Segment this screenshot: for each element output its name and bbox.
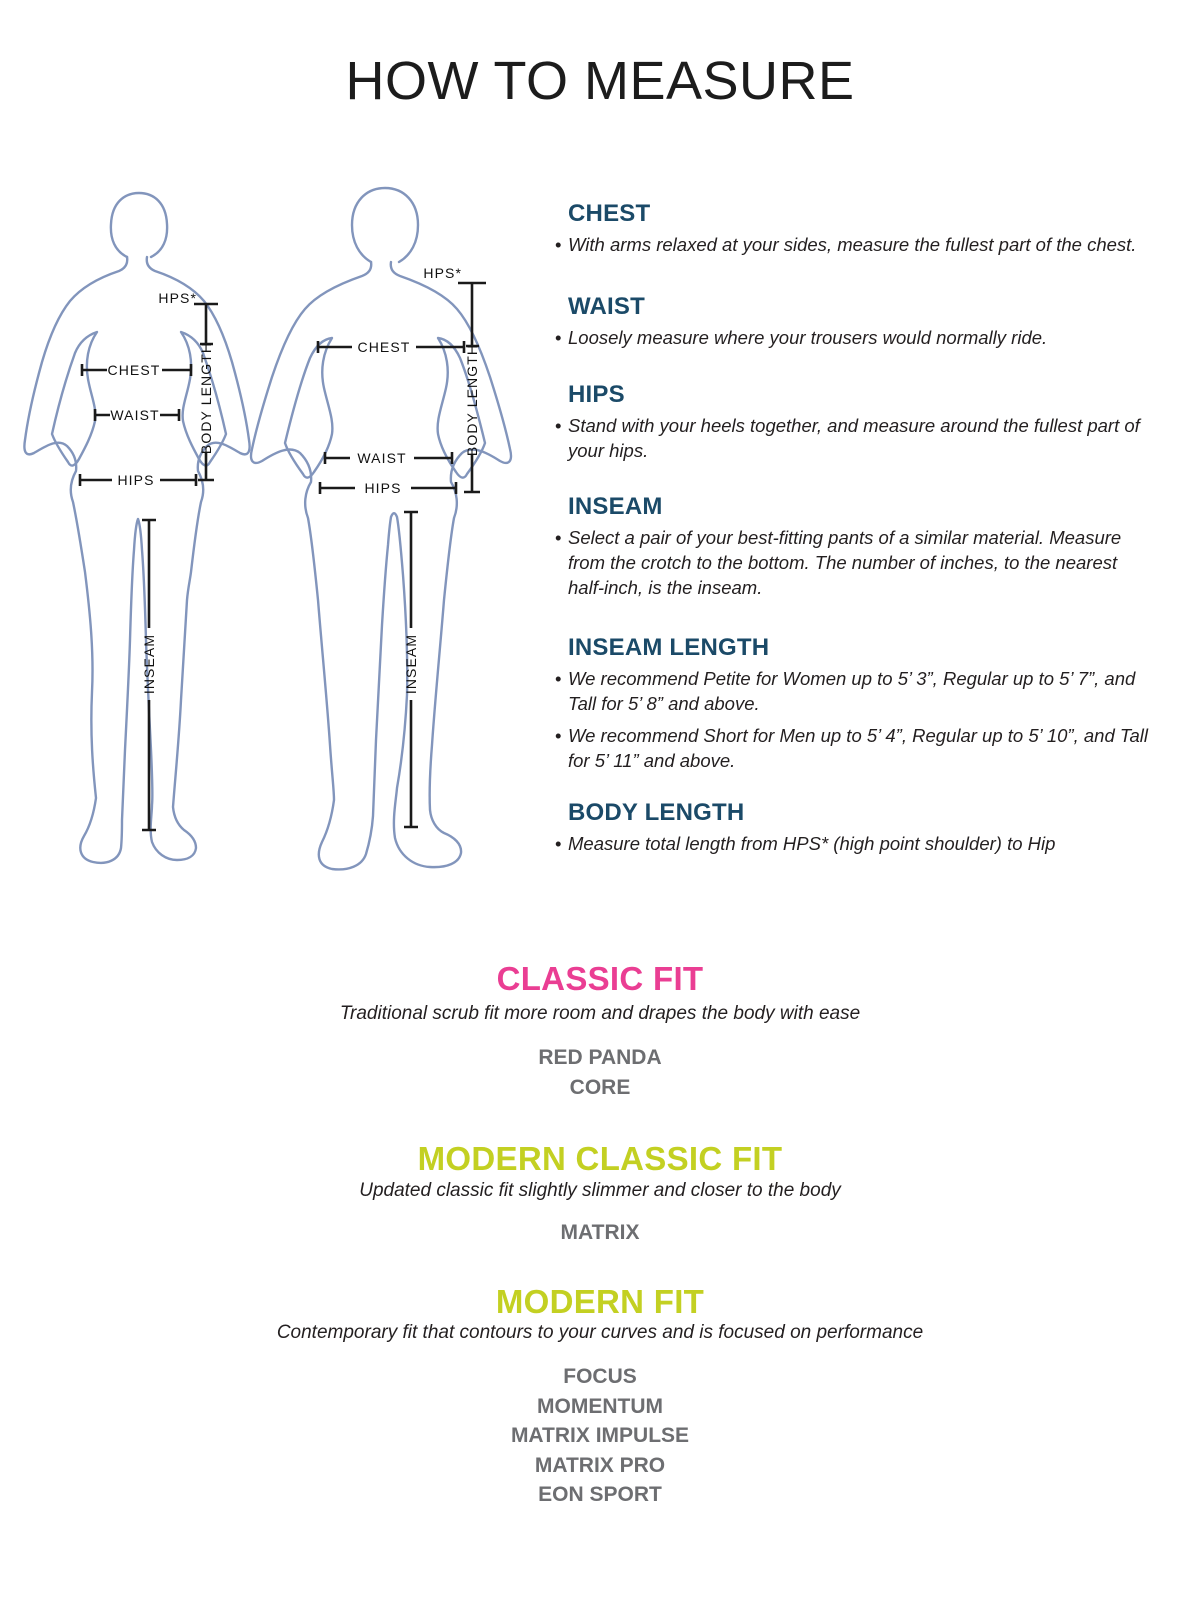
male-hips-label: HIPS — [364, 480, 402, 496]
section-inseam-heading: INSEAM — [568, 493, 663, 520]
product-matrix: MATRIX — [560, 1221, 640, 1244]
male-figure — [251, 188, 511, 869]
section-inseam-bullet: • Select a pair of your best-fitting pants of a similar material. Measure from the crotch to the bottom. The number of inches, to the nearest half-inch, is the inseam. — [553, 525, 1153, 600]
section-body-length-heading: BODY LENGTH — [568, 799, 745, 826]
section-body-length — [553, 799, 1153, 856]
section-chest-bullet: • With arms relaxed at your sides, measure the fullest part of the chest. — [553, 232, 1153, 257]
section-waist-heading: WAIST — [568, 293, 645, 320]
female-waist-label: WAIST — [110, 407, 160, 423]
female-hps-label: HPS* — [158, 290, 197, 306]
classic-fit-heading: CLASSIC FIT — [496, 960, 704, 997]
female-body-length-label: BODY LENGTH — [198, 341, 214, 455]
male-head-outline — [352, 188, 418, 262]
section-inseam-length-bullet-women: • We recommend Petite for Women up to 5’ 3”, Regular up to 5’ 7”, and Tall for 5’ 8” and above. — [553, 666, 1153, 716]
modern-classic-fit-products — [0, 1218, 1200, 1248]
section-body-length-bullet: • Measure total length from HPS* (high point shoulder) to Hip — [553, 831, 1153, 856]
section-chest — [553, 200, 1153, 257]
female-chest-label: CHEST — [107, 362, 161, 378]
male-inseam-label: INSEAM — [403, 633, 419, 695]
section-hips-bullet: • Stand with your heels together, and measure around the fullest part of your hips. — [553, 413, 1153, 463]
section-inseam-length-heading: INSEAM LENGTH — [568, 634, 770, 661]
product-red-panda: RED PANDA — [538, 1046, 662, 1069]
section-hips-heading: HIPS — [568, 381, 625, 408]
female-hips-label: HIPS — [117, 472, 155, 488]
product-focus: FOCUS — [563, 1365, 637, 1388]
modern-fit-heading: MODERN FIT — [495, 1283, 705, 1320]
section-waist-bullet: • Loosely measure where your trousers would normally ride. — [553, 325, 1153, 350]
section-inseam — [553, 493, 1153, 600]
product-matrix-impulse: MATRIX IMPULSE — [510, 1424, 690, 1447]
product-eon-sport: EON SPORT — [538, 1483, 662, 1506]
section-waist — [553, 293, 1153, 350]
modern-classic-fit-description: Updated classic fit slightly slimmer and closer to the body — [359, 1180, 841, 1201]
female-figure — [24, 193, 249, 863]
section-inseam-length — [553, 634, 1153, 773]
male-dimension-lines — [318, 265, 486, 827]
modern-classic-fit-heading: MODERN CLASSIC FIT — [417, 1140, 783, 1177]
female-body-outline — [24, 257, 249, 863]
page-title: HOW TO MEASURE — [345, 51, 855, 111]
classic-fit-description: Traditional scrub fit more room and drapes the body with ease — [339, 1003, 861, 1024]
female-dimension-lines — [80, 290, 218, 830]
product-core: CORE — [569, 1075, 631, 1099]
male-hps-label: HPS* — [423, 265, 462, 281]
female-inseam-label: INSEAM — [141, 633, 157, 695]
product-momentum: MOMENTUM — [537, 1394, 663, 1418]
section-inseam-length-bullet-men: • We recommend Short for Men up to 5’ 4”, Regular up to 5’ 10”, and Tall for 5’ 11” and above. — [553, 723, 1153, 773]
product-matrix-pro: MATRIX PRO — [534, 1453, 666, 1477]
female-left-arm-gap — [52, 332, 97, 466]
measurement-diagram — [0, 150, 540, 895]
modern-fit-products — [0, 1362, 1200, 1510]
section-hips — [553, 381, 1153, 463]
classic-fit-products — [0, 1043, 1200, 1102]
male-waist-label: WAIST — [357, 450, 407, 466]
modern-fit-description: Contemporary fit that contours to your curves and is focused on performance — [276, 1322, 924, 1343]
male-body-length-label: BODY LENGTH — [464, 343, 480, 457]
female-head-outline — [111, 193, 167, 257]
section-chest-heading: CHEST — [568, 200, 651, 227]
male-chest-label: CHEST — [357, 339, 411, 355]
